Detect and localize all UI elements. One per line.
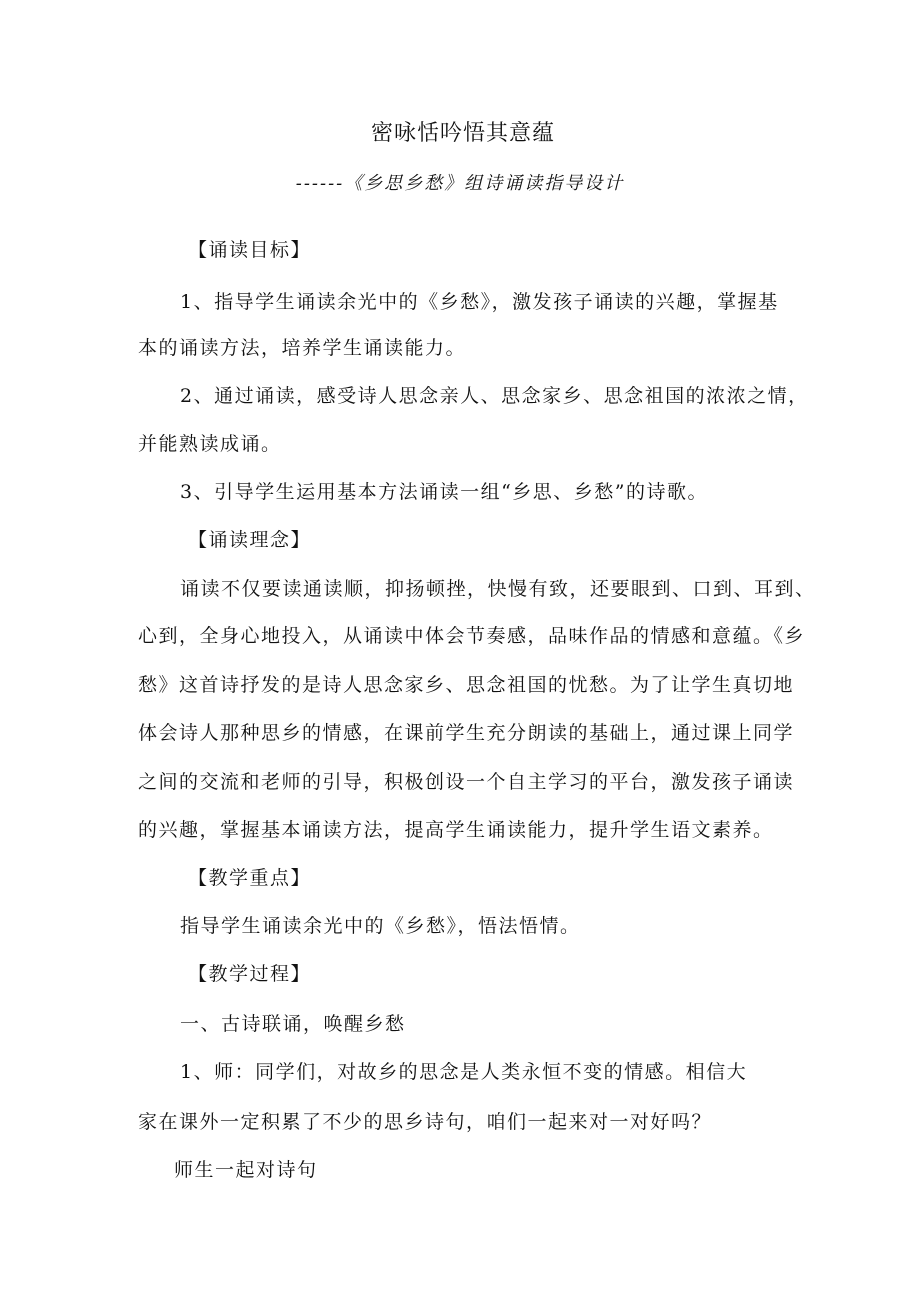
concept-line: 的兴趣，掌握基本诵读方法，提高学生诵读能力，提升学生语文素养。 bbox=[138, 819, 774, 841]
goal-item-1-line-2: 本的诵读方法，培养学生诵读能力。 bbox=[138, 337, 467, 359]
process-step-1-line-3: 师生一起对诗句 bbox=[174, 1159, 318, 1181]
process-section-1: 一、古诗联诵，唤醒乡愁 bbox=[180, 1013, 406, 1035]
process-step-1-line-2: 家在课外一定积累了不少的思乡诗句，咱们一起来对一对好吗？ bbox=[138, 1111, 713, 1133]
process-step-1-line-1: 1、师：同学们，对故乡的思念是人类永恒不变的情感。相信大 bbox=[180, 1061, 748, 1083]
keypoint-text: 指导学生诵读余光中的《乡愁》，悟法悟情。 bbox=[180, 915, 581, 937]
document-subtitle: ------《乡思乡愁》组诗诵读指导设计 bbox=[295, 173, 625, 194]
goal-item-2-line-1: 2、通过诵读，感受诗人思念亲人、思念家乡、思念祖国的浓浓之情， bbox=[180, 385, 809, 407]
goal-item-1-line-1: 1、指导学生诵读余光中的《乡愁》，激发孩子诵读的兴趣，掌握基 bbox=[180, 291, 779, 313]
keypoint-heading: 【教学重点】 bbox=[188, 867, 312, 889]
concept-line: 之间的交流和老师的引导，积极创设一个自主学习的平台，激发孩子诵读 bbox=[138, 771, 795, 793]
process-heading: 【教学过程】 bbox=[188, 963, 312, 985]
concept-line: 愁》这首诗抒发的是诗人思念家乡、思念祖国的忧愁。为了让学生真切地 bbox=[138, 674, 795, 696]
concept-line: 体会诗人那种思乡的情感，在课前学生充分朗读的基础上，通过课上同学 bbox=[138, 722, 795, 744]
goal-item-2-line-2: 并能熟读成诵。 bbox=[138, 433, 282, 455]
goals-heading: 【诵读目标】 bbox=[188, 239, 312, 261]
document-title: 密咏恬吟悟其意蕴 bbox=[370, 121, 555, 146]
concept-heading: 【诵读理念】 bbox=[188, 529, 312, 551]
goal-item-3-line-1: 3、引导学生运用基本方法诵读一组“乡思、乡愁”的诗歌。 bbox=[180, 481, 709, 503]
concept-line: 诵读不仅要读通读顺，抑扬顿挫，快慢有致，还要眼到、口到、耳到、 bbox=[180, 578, 816, 600]
concept-line: 心到，全身心地投入，从诵读中体会节奏感，品味作品的情感和意蕴。《乡 bbox=[138, 625, 806, 647]
